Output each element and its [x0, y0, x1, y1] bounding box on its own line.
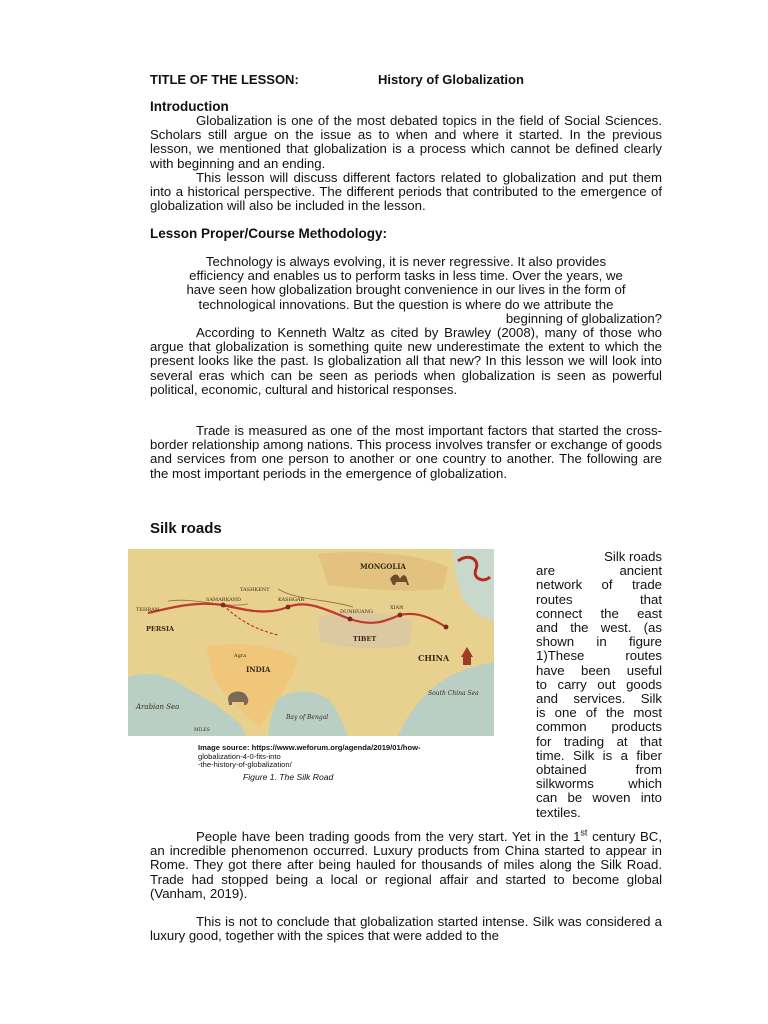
image-source-line: -the-history-of-globalization/	[198, 760, 292, 770]
ordinal-suffix: st	[580, 827, 588, 838]
city-marker	[348, 617, 353, 622]
technology-line: technological innovations. But the question is where do we attribute the	[198, 296, 614, 312]
technology-paragraph	[150, 255, 662, 326]
silk-roads-heading: Silk roads	[150, 520, 222, 537]
tibet-region	[318, 612, 413, 648]
map-label-tibet: TIBET	[353, 635, 377, 643]
conclusion-paragraph: This is not to conclude that globalization started intense. Silk was considered a luxury good, together with the spices that were added to the	[150, 914, 662, 944]
city-marker	[398, 613, 403, 618]
waltz-paragraph: According to Kenneth Waltz as cited by Brawley (2008), many of those who argue that globalization is something quite new underestimate the extent to which the present looks like the past. Is globalization all that new? In this lesson we will look into several eras which can be seen as periods when globalization is seen as powerful political, economic, cultural and historical responses.	[150, 325, 662, 397]
trading-history-paragraph	[150, 827, 662, 901]
side-line: for trading at that	[536, 733, 662, 749]
side-line: connect the east	[536, 605, 662, 621]
side-line: is one of the most	[536, 705, 662, 721]
introduction-paragraph-1: Globalization is one of the most debated topics in the field of Social Sciences. Scholars still argue on the issue as to when and where it started. In the previous lesson, we mentioned that globalization is a process which cannot be defined clearly with beginning and an ending.	[150, 113, 662, 171]
figure-caption: Figure 1. The Silk Road	[243, 772, 334, 782]
map-label-dunhuang: DUNHUANG	[340, 609, 373, 615]
map-label-kashgar: KASHGAR	[278, 597, 305, 603]
side-line: network of trade	[536, 577, 662, 593]
side-line: common products	[536, 719, 662, 735]
city-marker	[444, 625, 449, 630]
side-line: and services. Silk	[536, 691, 662, 707]
title-label: TITLE OF THE LESSON:	[150, 72, 299, 87]
side-line: Silk roads	[604, 549, 662, 564]
city-marker	[221, 603, 226, 608]
side-line: 1)These routes	[536, 648, 662, 664]
side-line: have been useful	[536, 662, 662, 678]
map-label-agra: Agra	[234, 653, 247, 659]
map-label-arabian-sea: Arabian Sea	[136, 703, 180, 711]
map-label-bay-of-bengal: Bay of Bengal	[286, 714, 329, 721]
methodology-heading: Lesson Proper/Course Methodology:	[150, 226, 388, 241]
silk-road-map-image	[128, 549, 494, 736]
side-line: textiles.	[536, 804, 581, 820]
side-line: are ancient	[536, 563, 662, 579]
map-label-persia: PERSIA	[146, 625, 175, 633]
technology-line: efficiency and enables us to perform tasks in less time. Over the years, we	[189, 268, 623, 284]
side-line: shown in figure	[536, 634, 662, 650]
silk-roads-side-text	[536, 550, 662, 820]
side-line: and the west. (as	[536, 620, 662, 636]
silk-road-map-illustration	[128, 549, 494, 736]
side-line: time. Silk is a fiber	[536, 747, 662, 763]
technology-line: Technology is always evolving, it is never regressive. It also provides	[205, 254, 607, 269]
side-line: to carry out goods	[536, 676, 662, 692]
side-line: silkworms which	[536, 776, 662, 792]
introduction-heading: Introduction	[150, 99, 229, 114]
map-label-south-china-sea: South China Sea	[428, 690, 479, 697]
technology-line: have seen how globalization brought convenience in our lives in the form of	[186, 282, 626, 298]
paragraph-text: century BC, an incredible phenomenon occurred. Luxury products from China started to appear in Rome. They got there after being hauled for thousands of miles along the Silk Road. Trade had stopped being a local or regional affair and started to become global (Vanham, 2019).	[150, 829, 662, 901]
image-source	[198, 744, 498, 770]
introduction-paragraph-2: This lesson will discuss different factors related to globalization and put them into a historical perspective. The different periods that contributed to the emergence of globalization will also be included in the lesson.	[150, 170, 662, 214]
side-line: routes that	[536, 591, 662, 607]
paragraph-text: People have been trading goods from the very start. Yet in the 1	[196, 829, 581, 844]
side-line: can be woven into	[536, 790, 662, 806]
map-label-mongolia: MONGOLIA	[360, 562, 406, 571]
title-value: History of Globalization	[378, 72, 524, 87]
city-marker	[286, 605, 291, 610]
trade-paragraph: Trade is measured as one of the most important factors that started the cross- border relationship among nations. This process involves transfer or exchange of goods and services from one person to another or one country to another. The following are the most important periods in the emergence of globalization.	[150, 423, 662, 481]
map-label-india: INDIA	[246, 665, 271, 674]
map-label-xian: XIAN	[390, 605, 404, 611]
image-source-line: globalization-4-0-fits-into	[198, 751, 281, 761]
side-line: obtained from	[536, 762, 662, 778]
image-source-line: Image source: https://www.weforum.org/agenda/2019/01/how-	[198, 743, 421, 752]
lesson-title	[150, 73, 630, 87]
map-label-samarkand: SAMARKAND	[206, 597, 242, 603]
map-label-china: CHINA	[418, 653, 450, 663]
technology-line: beginning of globalization?	[505, 310, 662, 326]
map-label-miles: MILES	[194, 728, 210, 733]
map-label-tashkent: TASHKENT	[240, 587, 270, 593]
map-label-tehran: TEHRAN	[136, 607, 160, 613]
